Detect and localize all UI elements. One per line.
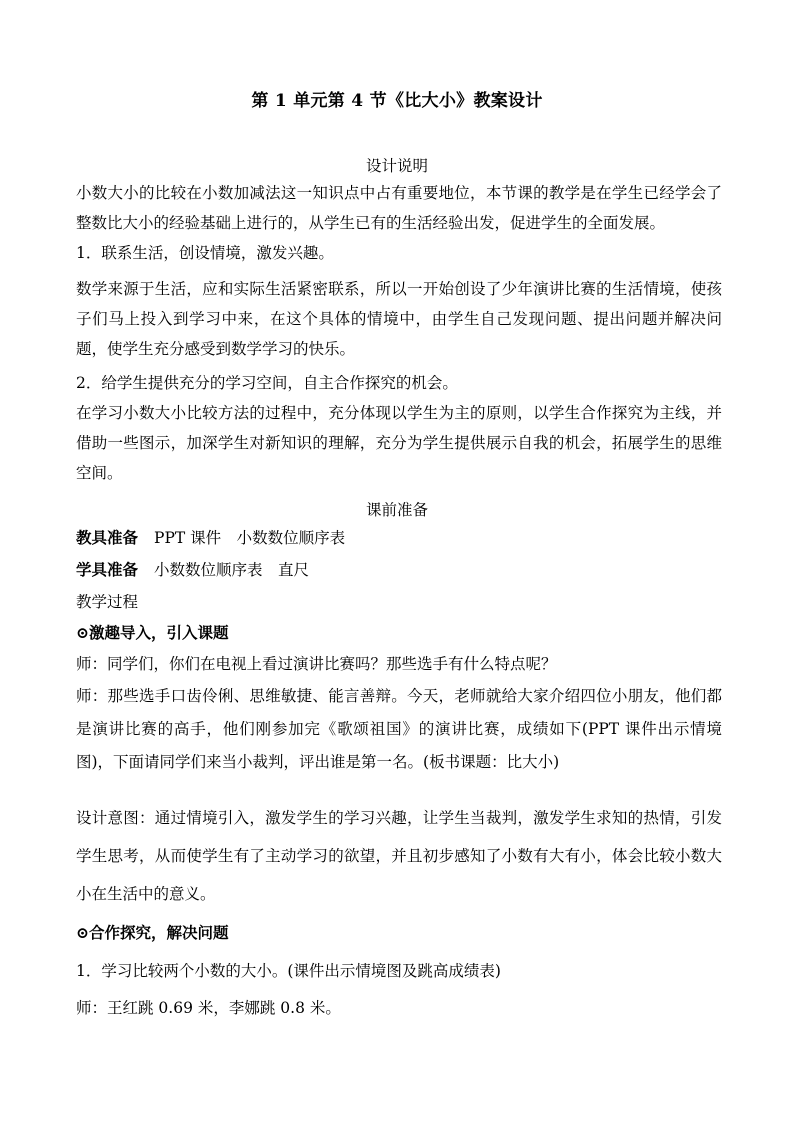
design-heading: 设计说明 — [365, 157, 428, 175]
teacher-prep-row — [76, 523, 722, 553]
prep-heading: 课前准备 — [365, 501, 428, 519]
process-heading: 教学过程 — [76, 593, 139, 611]
point2-title: 2．给学生提供充分的学习空间，自主合作探究的机会。 — [76, 374, 458, 392]
teacher-question-1: 师：同学们，你们在电视上看过演讲比赛吗？那些选手有什么特点呢？ — [76, 655, 557, 673]
design-intro-paragraph: 小数大小的比较在小数加减法这一知识点中占有重要地位，本节课的教学是在学生已经学会了整数比大小的经验基础上进行的，从学生已有的生活经验出发，促进学生的全面发展。 — [76, 184, 722, 232]
teacher-jump-line: 师：王红跳 0.69 米，李娜跳 0.8 米。 — [76, 999, 341, 1017]
teacher-intro-paragraph: 师：那些选手口齿伶俐、思维敏捷、能言善辩。今天，老师就给大家介绍四位小朋友，他们都是演讲比赛的高手，他们刚参加完《歌颂祖国》的演讲比赛，成绩如下(PPT 课件出示情境图)，下面请同学们来当小裁判，评出谁是第一名。(板书课题：比大小) — [76, 687, 722, 771]
point1-title: 1．联系生活，创设情境，激发兴趣。 — [76, 244, 334, 262]
student-prep-items: 小数数位顺序表 直尺 — [154, 561, 310, 579]
point2-paragraph: 在学习小数大小比较方法的过程中，充分体现以学生为主的原则，以学生合作探究为主线，并借助一些图示，加深学生对新知识的理解，充分为学生提供展示自我的机会，拓展学生的思维空间。 — [76, 404, 722, 482]
document-title: 第 1 单元第 4 节《比大小》教案设计 — [251, 91, 543, 111]
step2-heading: ⊙合作探究，解决问题 — [76, 923, 229, 942]
teacher-prep-label: 教具准备 — [76, 528, 139, 547]
design-intent-paragraph: 设计意图：通过情境引入，激发学生的学习兴趣，让学生当裁判，激发学生求知的热情，引发学生思考，从而使学生有了主动学习的欲望，并且初步感知了小数有大有小，体会比较小数大小在生活中的意义。 — [76, 809, 722, 903]
point1-paragraph: 数学来源于生活，应和实际生活紧密联系，所以一开始创设了少年演讲比赛的生活情境，使孩子们马上投入到学习中来，在这个具体的情境中，由学生自己发现问题、提出问题并解决问题，使学生充分感受到数学学习的快乐。 — [76, 280, 722, 358]
learn1-line: 1．学习比较两个小数的大小。(课件出示情境图及跳高成绩表) — [76, 962, 501, 980]
step1-heading: ⊙激趣导入，引入课题 — [76, 623, 229, 642]
student-prep-label: 学具准备 — [76, 560, 139, 579]
student-prep-row — [76, 555, 722, 585]
teacher-prep-items: PPT 课件 小数数位顺序表 — [154, 529, 346, 547]
